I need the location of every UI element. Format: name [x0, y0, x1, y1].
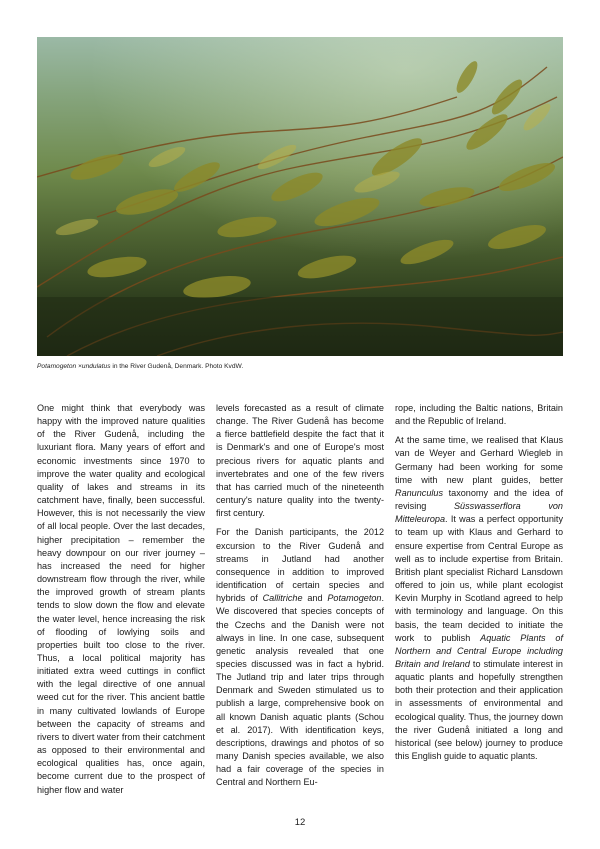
- text-run: to stimulate interest in aquatic plants and hopefully strengthen both their protection and their application in assessments of environmental and ecological quality. Thus, the journey down the river Gudenå initiated a long and historical (see below) journey to produce this English guide to aquatic plants.: [395, 658, 563, 762]
- paragraph: One might think that everybody was happy with the improved nature qualities of the River Gudenå, including the luxuriant flora. Many years of effort and economic investments since 1970 to improve the water quality and ecological quality of lakes and streams in its catchment have, finally, been successful. However, this is not necessarily the view of all local people. Over the last decades, higher precipitation – remember the heavy downpour on our river journey – has increased the need for higher downstream flow through the river, while the improved growth of stream plants tends to slow down the flow and elevate the water level, hence increasing the risk of flooding of lowlying soils and properties built too close to the river. Thus, a local political majority has initiated extra weed cuttings in conflict with the legal directive of one annual weed cut for the river. This ancient battle in many cultivated lowlands of Europe between the capacity of streams and rivers to divert water from their catchment as opposed to their environmental and ecological qualities has, once again, become current due to the prospect of higher flow and water: [37, 403, 205, 795]
- body-text-columns: [37, 402, 563, 803]
- text-run: . It was a perfect opportunity to team up with Klaus and Gerhard to ensure expertise from Central Europe as well as to include expertise from Britain. British plant specialist Richard Lansdown offered to join us, while plant ecologist Kevin Murphy in Scotland agreed to help with terminology and language. On this basis, the team decided to initiate the work to publish: [395, 514, 563, 643]
- text-column-1: [37, 402, 205, 803]
- text-run: taxonomy and the idea of revising: [395, 487, 563, 512]
- italic-taxon: Ranunculus: [395, 487, 444, 498]
- text-run: and: [302, 593, 328, 604]
- italic-taxon: Potamogeton: [327, 593, 382, 604]
- paragraph: rope, including the Baltic nations, Britain and the Republic of Ireland.: [395, 403, 563, 427]
- paragraph: levels forecasted as a result of climate change. The River Gudenå has become a fierce battlefield despite the fact that it is Denmark's and one of Europe's most precious rivers for aquatic plants and invertebrates and one of the few rivers that has carried much of the nineteenth century's nature quality into the twenty-first century.: [216, 403, 384, 519]
- text-run: . We discovered that species concepts of the Czechs and the Danish were not always in line. In one case, subsequent genetic analysis revealed that one species discussed was in fact a hybrid. The Jutland trip and later trips through Denmark and Sweden stimulated us to publish a large, comprehensive book on all known Danish aquatic plants (Schou et al. 2017). With identification keys, descriptions, drawings and photos of so many Danish species available, we also had a fair coverage of the species in Central and Northern Eu-: [216, 593, 384, 788]
- text-run: At the same time, we realised that Klaus van de Weyer and Gerhard Wiegleb in Germany had been working for some time with new plant guides, better: [395, 435, 563, 485]
- italic-book-title: Aquatic Plants of Northern and Central Europe including Britain and Ireland: [395, 632, 563, 669]
- caption-species-name: Potamogeton ×undulatus: [37, 363, 111, 370]
- paragraph: [395, 434, 563, 763]
- caption-text: in the River Gudenå, Denmark. Photo KvdW.: [110, 363, 244, 370]
- text-run: For the Danish participants, the 2012 excursion to the River Gudenå and streams in Jutland had another consequence in addition to improved identification of certain species and hybrids of: [216, 527, 384, 604]
- text-column-3: [395, 402, 563, 803]
- figure-caption: [37, 362, 563, 371]
- page-number: 12: [294, 817, 306, 828]
- italic-book-title: Süsswasserflora von Mitteleuropa: [395, 501, 563, 525]
- paragraph: [216, 526, 384, 789]
- underwater-plant-photo: [37, 37, 563, 356]
- text-column-2: [216, 402, 384, 803]
- italic-taxon: Callitriche: [262, 593, 303, 604]
- potamogeton-photo-illustration: [37, 37, 563, 356]
